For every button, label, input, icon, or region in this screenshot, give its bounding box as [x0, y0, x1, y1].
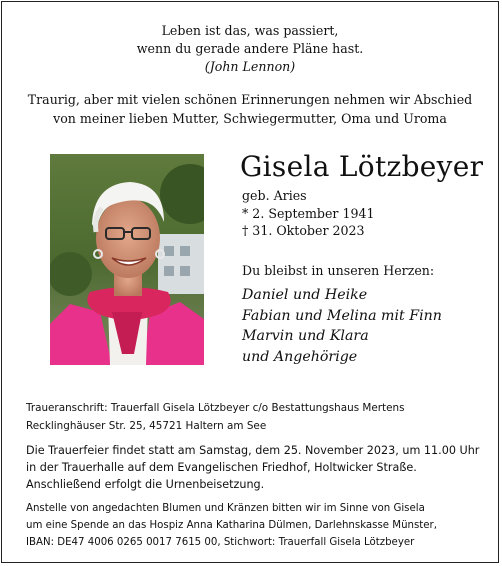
donation-line: IBAN: DE47 4006 0265 0017 7615 00, Stichwort: Trauerfall Gisela Lötzbeyer [26, 537, 415, 548]
death-date: † 31. Oktober 2023 [242, 223, 365, 238]
portrait-photo [50, 154, 204, 365]
ceremony-line: Die Trauerfeier findet statt am Samstag, dem 25. November 2023, um 11.00 Uhr [26, 444, 480, 457]
family-member: Fabian und Melina mit Finn [242, 307, 442, 324]
birth-date: * 2. September 1941 [242, 205, 375, 221]
family-list [242, 285, 442, 367]
donation-line: Anstelle von angedachten Blumen und Kränzen bitten wir im Sinne von Gisela [26, 503, 425, 514]
donation-info [26, 500, 437, 551]
address-line: Recklinghäuser Str. 25, 45721 Haltern am See [26, 420, 267, 432]
intro-line: Traurig, aber mit vielen schönen Erinnerungen nehmen wir Abschied [27, 92, 473, 107]
deceased-vitals [242, 187, 375, 240]
family-member: Marvin und Klara [242, 328, 369, 344]
ceremony-info [26, 442, 479, 493]
deceased-name: Gisela Lötzbeyer [240, 150, 484, 183]
ceremony-line: in der Trauerhalle auf dem Evangelischen Friedhof, Holtwicker Straße. [26, 461, 417, 474]
intro-line: von meiner lieben Mutter, Schwiegermutter, Oma und Uroma [53, 111, 447, 126]
quote-block [0, 22, 500, 76]
quote-author: (John Lennon) [204, 59, 296, 74]
address-line: Traueranschrift: Trauerfall Gisela Lötzbeyer c/o Bestattungshaus Mertens [26, 402, 405, 414]
ceremony-line: Anschließend erfolgt die Urnenbeisetzung. [26, 478, 265, 491]
family-member: und Angehörige [242, 348, 358, 365]
quote-line: Leben ist das, was passiert, [161, 23, 339, 38]
family-member: Daniel und Heike [242, 287, 368, 303]
mourning-address [26, 399, 405, 435]
heart-line: Du bleibst in unseren Herzen: [242, 263, 435, 278]
quote-line: wenn du gerade andere Pläne hast. [136, 41, 364, 56]
donation-line: um eine Spende an das Hospiz Anna Katharina Dülmen, Darlehnskasse Münster, [26, 520, 437, 531]
intro-text [0, 90, 500, 128]
maiden-name: geb. Aries [242, 188, 307, 203]
